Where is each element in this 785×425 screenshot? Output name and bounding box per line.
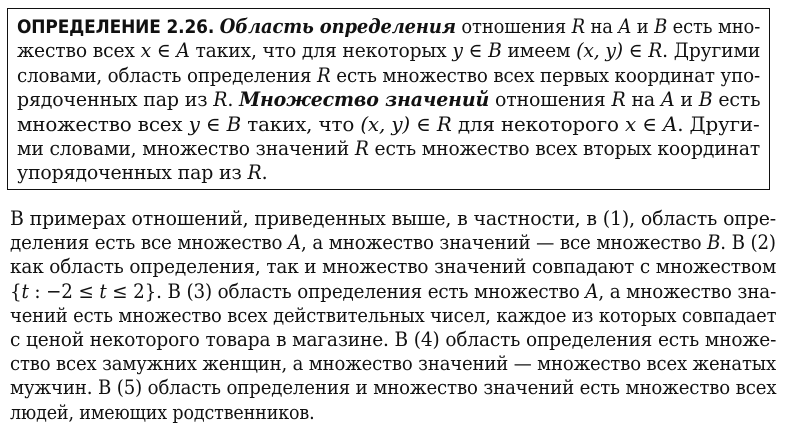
text-line: [17, 39, 760, 63]
definition-box: [7, 8, 770, 190]
text-line: [10, 401, 315, 425]
math-expression: y ∈ B: [452, 39, 502, 63]
text-line: [17, 161, 267, 185]
text-run: . Други-: [677, 112, 760, 136]
text-run: {: [10, 279, 22, 303]
math-expression: B: [707, 231, 721, 255]
math-expression: R: [317, 63, 331, 87]
text-line: [17, 113, 760, 137]
math-expression: y ∈ B: [188, 112, 242, 136]
text-run: есть мно-: [667, 15, 761, 38]
text-run: рядоченных пар из: [17, 88, 214, 112]
text-run: . В (2): [720, 231, 776, 255]
text-run: . Другими: [662, 39, 761, 63]
math-expression: x ∈ A: [140, 39, 190, 63]
text-run: ≤ 2}. В (3) область определения есть множество: [106, 279, 586, 303]
math-expression: A: [288, 231, 302, 255]
text-run: с ценой некоторого товара в магазине. В (4) область определения есть множе-: [10, 328, 777, 351]
text-line: [17, 88, 760, 112]
text-run: множество всех: [17, 112, 189, 136]
text-run: отношения: [455, 15, 572, 38]
math-expression: (x, y) ∈ R: [360, 112, 452, 136]
math-expression: A: [585, 279, 599, 303]
text-run: имеем: [501, 39, 577, 63]
text-run: В примерах отношений, приведенных выше, в частности, в (1), область опре-: [10, 207, 777, 230]
math-expression: x ∈ A: [625, 112, 678, 136]
text-run: чений есть множество всех действительных чисел, каждое из которых совпадает: [10, 303, 777, 327]
text-run: .: [261, 161, 268, 185]
math-expression: A: [660, 88, 675, 112]
text-run: для некоторого: [451, 112, 626, 136]
text-run: как область определения, так и множество значений совпадают с множеством: [10, 255, 777, 279]
text-line: [10, 255, 776, 279]
text-run: таких, что для некоторых: [189, 39, 453, 63]
text-line: [10, 280, 776, 304]
text-line: [17, 15, 760, 40]
text-line: [10, 304, 776, 328]
text-run: .: [227, 88, 240, 112]
text-run: деления есть все множество: [10, 231, 289, 255]
math-expression: t: [99, 279, 107, 303]
text-run: словами, область определения: [17, 63, 318, 87]
text-run: мужчин. В (5) область определения и множество значений есть множество всех: [10, 376, 777, 400]
math-expression: R: [354, 137, 369, 160]
text-run: есть множество всех вторых координат: [368, 137, 761, 160]
text-run: есть: [712, 88, 761, 112]
text-run: отношения: [489, 88, 612, 112]
math-expression: (x, y) ∈ R: [576, 39, 663, 63]
text-run: ство всех замужних женщин, а множество значений — множество всех женатых: [10, 352, 776, 376]
text-line: [10, 328, 776, 352]
text-run: , а множество зна-: [598, 279, 777, 303]
math-expression: t: [21, 279, 29, 303]
math-expression: B: [698, 88, 713, 112]
defined-term: Множество значений: [239, 88, 490, 112]
text-run: таких, что: [241, 112, 361, 136]
text-line: [10, 231, 776, 255]
math-expression: R: [247, 161, 262, 185]
text-run: и: [631, 15, 655, 38]
text-run: упорядоченных пар из: [17, 161, 248, 185]
text-run: ми словами, множество значений: [17, 137, 355, 160]
text-line: [10, 376, 776, 400]
math-expression: R: [213, 88, 228, 112]
text-run: и: [674, 88, 699, 112]
text-run: есть множество всех первых координат упо-: [330, 63, 761, 87]
text-run: людей, имеющих родственников.: [10, 400, 315, 424]
text-run: : −2 ≤: [28, 279, 100, 303]
text-line: [10, 352, 776, 376]
math-expression: A: [618, 15, 632, 38]
defined-term: Область определения: [219, 15, 456, 38]
text-line: [17, 137, 760, 161]
math-expression: R: [611, 88, 626, 112]
math-expression: R: [571, 15, 585, 38]
text-line: [10, 207, 776, 231]
definition-label: ОПРЕДЕЛЕНИЕ 2.26.: [17, 17, 215, 38]
text-line: [17, 64, 760, 88]
text-run: жество всех: [17, 39, 141, 63]
text-run: на: [584, 15, 619, 38]
text-run: , а множество значений — все множество: [301, 231, 708, 255]
text-run: на: [625, 88, 661, 112]
math-expression: B: [654, 15, 668, 38]
